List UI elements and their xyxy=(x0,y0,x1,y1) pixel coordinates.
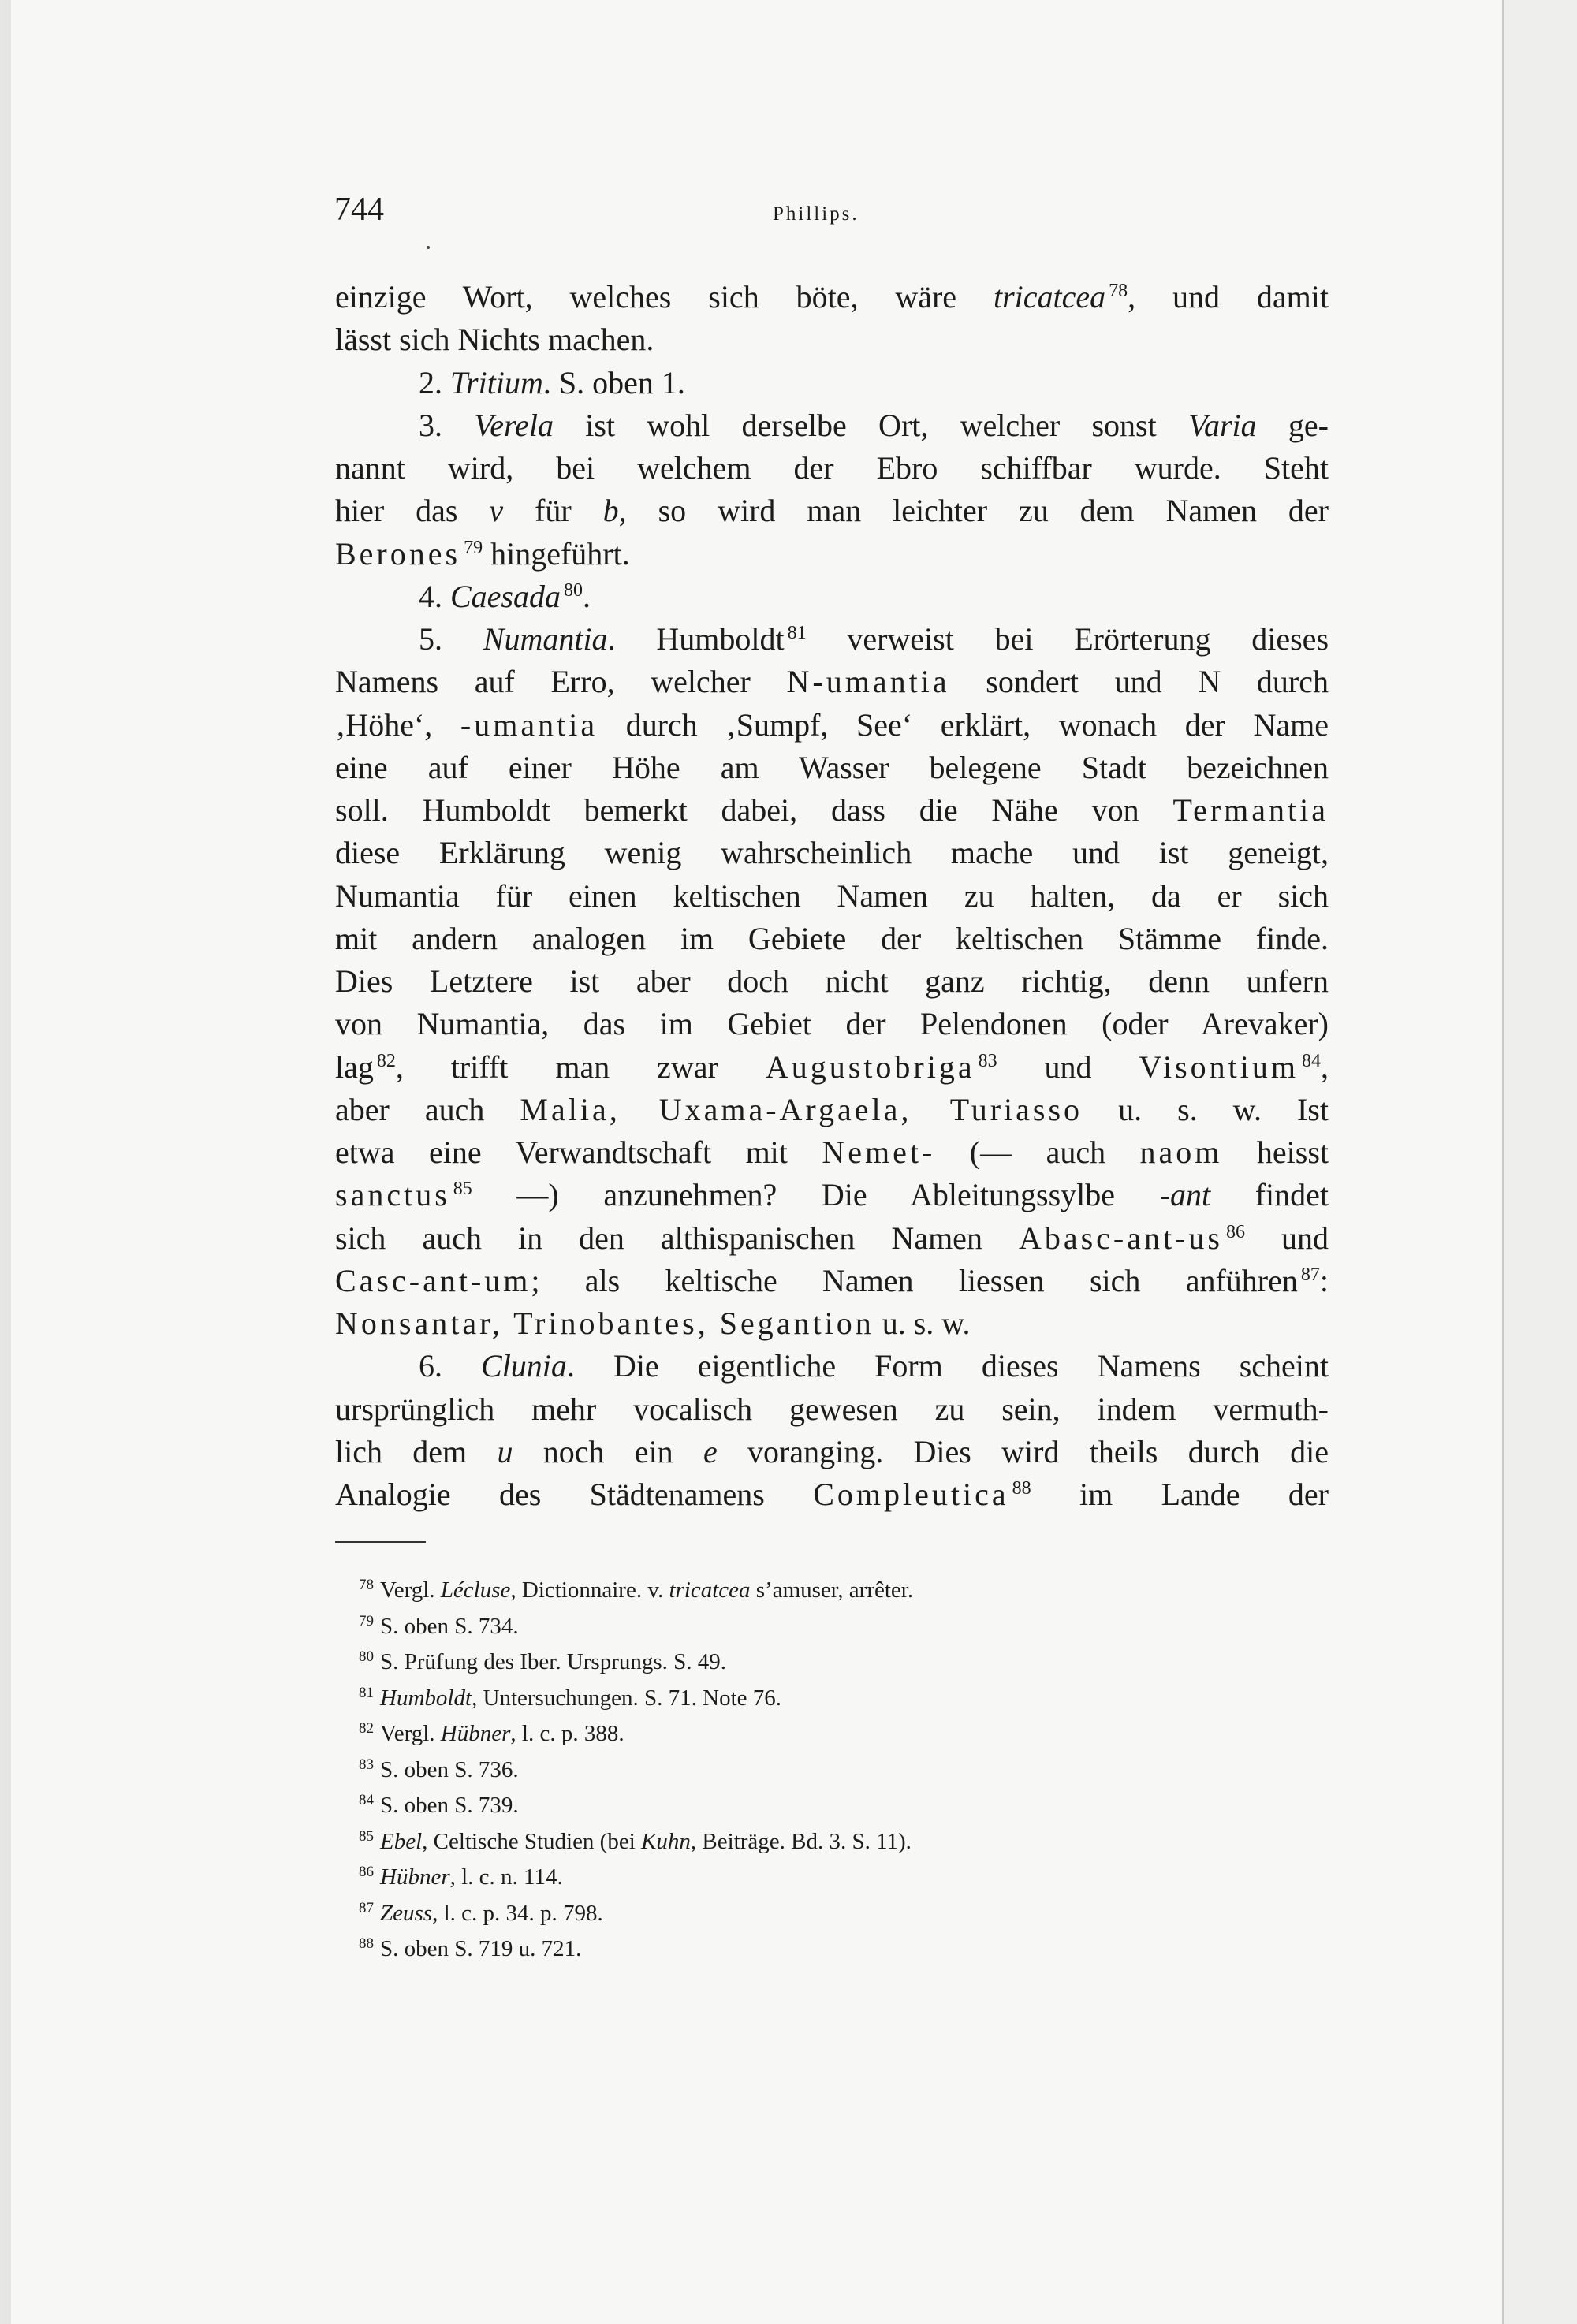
text-run: Abasc-ant-us xyxy=(1018,1220,1223,1256)
footnote-number: 80 xyxy=(359,1648,374,1665)
footnote-text: , l. c. p. 34. p. 798. xyxy=(432,1900,603,1926)
text-run: etwa eine Verwandtschaft mit xyxy=(335,1134,822,1170)
text-run: ‚Höhe‘, xyxy=(335,706,460,743)
footnote-text: , Celtische Studien (bei xyxy=(422,1828,642,1854)
text-run: ursprünglich mehr vocalisch gewesen zu sein, indem vermuth- xyxy=(335,1391,1329,1427)
footnote-number: 81 xyxy=(359,1684,374,1701)
footnote-ref: 78 xyxy=(1109,281,1128,301)
footnote-number: 85 xyxy=(359,1827,374,1845)
footnote-text: Humboldt xyxy=(380,1685,472,1711)
text-run: . Die eigentliche Form dieses Namens scheint xyxy=(566,1348,1329,1384)
footnote-rule xyxy=(335,1541,426,1543)
text-run: ist wohl derselbe Ort, welcher sonst xyxy=(553,407,1188,443)
text-line xyxy=(335,1345,1329,1387)
text-line xyxy=(335,1260,1329,1302)
scan-left-edge xyxy=(0,0,11,2324)
footnote-text: Hübner xyxy=(440,1721,511,1746)
text-run: . xyxy=(583,578,591,614)
text-run: und xyxy=(1245,1220,1329,1256)
text-run: , xyxy=(1321,1048,1329,1085)
footnote-text: Kuhn xyxy=(641,1828,691,1854)
text-run: lässt sich Nichts machen. xyxy=(335,322,654,358)
scan-page-edge xyxy=(1502,0,1577,2324)
text-run: N-umantia xyxy=(786,664,950,700)
text-line xyxy=(335,318,1329,361)
running-head: Phillips. xyxy=(773,203,859,225)
footnote xyxy=(359,1675,1305,1711)
footnote-ref: 88 xyxy=(1012,1478,1031,1499)
text-run: heisst xyxy=(1222,1134,1329,1170)
text-line xyxy=(335,404,1329,447)
text-run: Augustobriga xyxy=(765,1048,975,1085)
text-run: u xyxy=(497,1433,513,1469)
text-run: hier das xyxy=(335,493,490,529)
footnote-text: S. oben S. 736. xyxy=(380,1756,519,1782)
footnote-text: Ebel xyxy=(380,1828,423,1854)
footnote-ref: 85 xyxy=(453,1179,472,1200)
text-run: 6. xyxy=(419,1348,482,1384)
text-run: 3. xyxy=(419,407,475,443)
footnote-number: 87 xyxy=(359,1899,374,1916)
text-line xyxy=(335,661,1329,703)
footnote-ref: 87 xyxy=(1300,1264,1320,1285)
text-line xyxy=(335,276,1329,318)
footnote-text: Hübner xyxy=(380,1864,450,1890)
text-run: Verela xyxy=(474,407,554,443)
print-speck xyxy=(427,246,430,249)
text-line xyxy=(335,1473,1329,1516)
text-run: für xyxy=(503,493,603,529)
footnote-number: 78 xyxy=(359,1577,374,1593)
text-run: findet xyxy=(1210,1177,1329,1213)
text-line xyxy=(335,1131,1329,1174)
text-run: Berones xyxy=(335,535,461,572)
text-line xyxy=(335,1089,1329,1131)
footnote xyxy=(359,1603,1305,1640)
text-run: verweist bei Erörterung dieses xyxy=(806,621,1329,657)
footnote-text: Vergl. xyxy=(380,1721,441,1746)
text-run: Termantia xyxy=(1172,792,1329,828)
text-run: Malia, Uxama-Argaela, Turiasso xyxy=(520,1091,1083,1127)
footnote-text: Lécluse xyxy=(440,1577,511,1603)
text-run: Clunia xyxy=(481,1348,567,1384)
text-run: durch ‚Sumpf, See‘ erklärt, wonach der Name xyxy=(598,706,1329,743)
text-run: ; als keltische Namen liessen sich anführen xyxy=(531,1262,1298,1298)
text-line xyxy=(335,832,1329,874)
text-run: , und damit xyxy=(1128,279,1329,315)
text-line xyxy=(335,1388,1329,1431)
text-run: mit andern analogen im Gebiete der keltischen Stämme finde. xyxy=(335,920,1329,956)
text-line xyxy=(335,918,1329,960)
body-text xyxy=(335,276,1329,1516)
footnote xyxy=(359,1926,1305,1962)
text-run: (— auch xyxy=(935,1134,1140,1170)
text-run: . S. oben 1. xyxy=(542,364,685,400)
footnote-text: , l. c. n. 114. xyxy=(449,1864,563,1890)
text-line xyxy=(335,1431,1329,1473)
text-run: e xyxy=(703,1433,718,1469)
footnote xyxy=(359,1854,1305,1890)
footnote-number: 82 xyxy=(359,1720,374,1737)
text-run: im Lande der xyxy=(1031,1477,1329,1512)
text-run: Numantia xyxy=(483,621,608,657)
footnote-text: , Untersuchungen. S. 71. Note 76. xyxy=(472,1685,782,1711)
text-line xyxy=(335,1046,1329,1089)
text-run: sondert und N durch xyxy=(949,664,1329,700)
footnote-text: S. Prüfung des Iber. Ursprungs. S. 49. xyxy=(380,1649,727,1674)
footnote-number: 86 xyxy=(359,1864,374,1880)
text-run: 5. xyxy=(419,621,483,657)
text-line xyxy=(335,1217,1329,1260)
text-run: , so wird man leichter zu dem Namen der xyxy=(618,493,1329,529)
footnote-text: Vergl. xyxy=(380,1577,441,1603)
text-line xyxy=(335,960,1329,1003)
text-run: b xyxy=(602,493,619,529)
footnote-text: S. oben S. 734. xyxy=(380,1613,519,1639)
text-run: voranging. Dies wird theils durch die xyxy=(717,1433,1329,1469)
footnote-number: 88 xyxy=(359,1935,374,1952)
text-line xyxy=(335,362,1329,404)
footnote-text: tricatcea xyxy=(669,1577,751,1603)
footnotes xyxy=(359,1567,1305,1962)
footnote-number: 83 xyxy=(359,1756,374,1773)
text-run: Visontium xyxy=(1139,1048,1299,1085)
text-line xyxy=(335,533,1329,575)
text-run: , trifft man zwar xyxy=(395,1048,766,1085)
text-run: : xyxy=(1319,1262,1329,1298)
text-line xyxy=(335,704,1329,747)
footnote-ref: 86 xyxy=(1226,1221,1245,1242)
text-line xyxy=(335,747,1329,789)
text-run: noch ein xyxy=(513,1433,703,1469)
text-run: . Humboldt xyxy=(607,621,785,657)
text-line xyxy=(335,789,1329,832)
text-run: u. s. w. xyxy=(874,1305,971,1341)
footnote-text: S. oben S. 719 u. 721. xyxy=(380,1936,582,1961)
footnote-ref: 83 xyxy=(978,1050,997,1071)
footnote xyxy=(359,1782,1305,1819)
text-run: lag xyxy=(335,1048,374,1085)
text-run: —) anzunehmen? Die Ableitungssylbe xyxy=(472,1177,1160,1213)
text-line xyxy=(335,575,1329,618)
text-run: v xyxy=(489,493,504,529)
text-line xyxy=(335,618,1329,661)
text-run: 4. xyxy=(419,578,450,614)
footnote xyxy=(359,1711,1305,1747)
footnote-ref: 79 xyxy=(464,537,483,558)
text-run: tricatcea xyxy=(993,279,1106,315)
text-run: sich auch in den althispanischen Namen xyxy=(335,1220,1019,1256)
text-line xyxy=(335,1003,1329,1045)
text-line xyxy=(335,1302,1329,1345)
page-number: 744 xyxy=(334,192,384,228)
footnote-text: s’amuser, arrêter. xyxy=(750,1577,914,1603)
text-run: Nonsantar, Trinobantes, Segantion xyxy=(335,1305,874,1341)
footnote-text: S. oben S. 739. xyxy=(380,1793,519,1818)
text-line xyxy=(335,490,1329,532)
text-run: nannt wird, bei welchem der Ebro schiffbar wurde. Steht xyxy=(335,450,1329,486)
text-line xyxy=(335,875,1329,918)
text-run: Compleutica xyxy=(813,1477,1009,1512)
footnote-text: , Dictionnaire. v. xyxy=(510,1577,669,1603)
text-run: Numantia für einen keltischen Namen zu halten, da er sich xyxy=(335,877,1329,914)
footnote-number: 84 xyxy=(359,1792,374,1808)
footnote xyxy=(359,1890,1305,1927)
text-run: Casc-ant-um xyxy=(335,1262,531,1298)
text-run: eine auf einer Höhe am Wasser belegene Stadt bezeichnen xyxy=(335,749,1329,785)
text-run: Namens auf Erro, welcher xyxy=(335,664,787,700)
text-run: Tritium xyxy=(450,364,543,400)
text-run: 2. xyxy=(419,364,450,400)
text-run: einzige Wort, welches sich böte, wäre xyxy=(335,279,994,315)
text-line xyxy=(335,447,1329,490)
text-run: u. s. w. Ist xyxy=(1083,1091,1329,1127)
text-run: aber auch xyxy=(335,1091,520,1127)
footnote-text: , Beiträge. Bd. 3. S. 11). xyxy=(690,1828,912,1854)
text-run: Nemet- xyxy=(822,1134,936,1170)
footnote-text: , l. c. p. 388. xyxy=(510,1721,624,1746)
text-run: ge- xyxy=(1256,407,1329,443)
text-run: -ant xyxy=(1159,1177,1211,1213)
text-run: Varia xyxy=(1187,407,1257,443)
text-run: -umantia xyxy=(460,706,598,743)
text-run: soll. Humboldt bemerkt dabei, dass die Nähe von xyxy=(335,792,1173,828)
text-run: lich dem xyxy=(335,1433,498,1469)
text-run: und xyxy=(997,1048,1139,1085)
footnote-ref: 80 xyxy=(564,579,583,601)
text-run: Analogie des Städtenamens xyxy=(335,1477,814,1512)
footnote xyxy=(359,1639,1305,1675)
footnote xyxy=(359,1819,1305,1855)
text-run: sanctus xyxy=(335,1177,450,1213)
footnote xyxy=(359,1567,1305,1603)
text-line xyxy=(335,1174,1329,1216)
text-run: von Numantia, das im Gebiet der Pelendonen (oder Arevaker) xyxy=(335,1006,1329,1042)
text-run: diese Erklärung wenig wahrscheinlich mache und ist geneigt, xyxy=(335,835,1329,871)
text-run: Caesada xyxy=(450,578,561,614)
text-run: naom xyxy=(1139,1134,1223,1170)
text-run: hingeführt. xyxy=(483,535,630,572)
footnote-ref: 84 xyxy=(1302,1050,1321,1071)
text-run: Dies Letztere ist aber doch nicht ganz richtig, denn unfern xyxy=(335,963,1329,999)
footnote-number: 79 xyxy=(359,1612,374,1629)
footnote-ref: 81 xyxy=(787,623,807,643)
footnote xyxy=(359,1747,1305,1783)
footnote-text: Zeuss xyxy=(380,1900,433,1926)
footnote-ref: 82 xyxy=(376,1050,396,1071)
